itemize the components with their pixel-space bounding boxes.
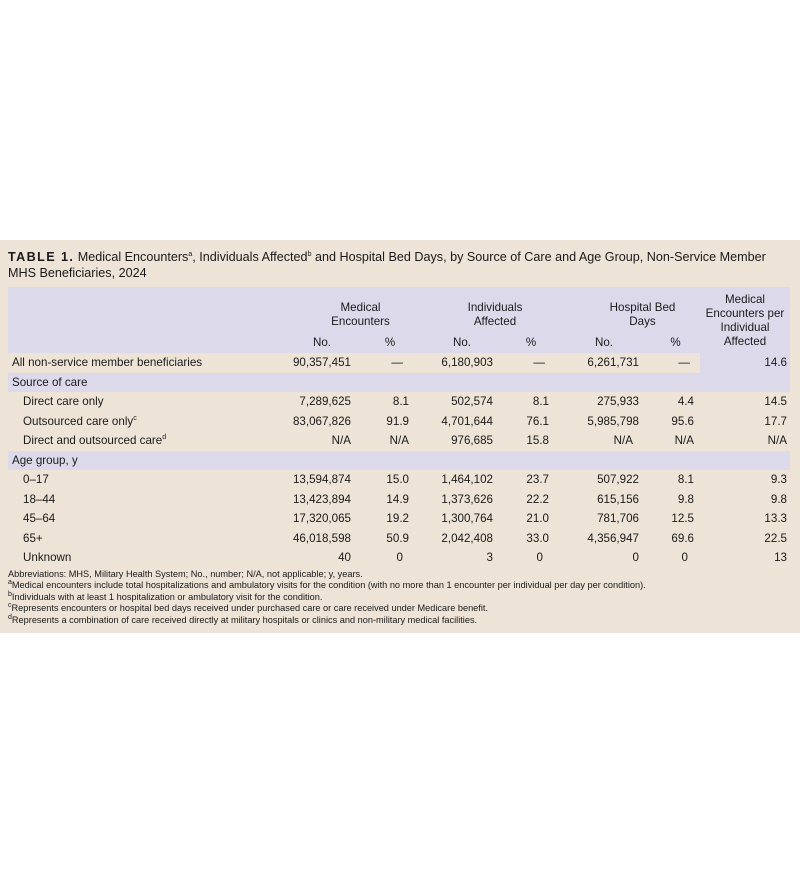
header-hospital-bed-days: Hospital Bed Days (555, 287, 700, 333)
header-individuals-affected: Individuals Affected (415, 287, 555, 333)
data-table (8, 287, 790, 568)
footnote-c: $^c$Represents encounters or hospital bed days received under purchased care or care received under Medicare benefit. (8, 602, 488, 614)
header-medical-encounters: Medical Encounters (276, 287, 415, 333)
section-row-source: Source of care (8, 373, 790, 393)
header-hb-pct: % (639, 333, 700, 353)
table-row: Outsourced care only$^c$ 83,067,826 91.9 4,701,644 76.1 5,985,798 95.6 17.7 (23, 414, 787, 428)
table-title: TABLE 1. Medical Encounters$^a$, Individuals Affected$^b$ and Hospital Bed Days, by Source of Care and Age Group, Non-Service Member MHS Beneficiaries, 2024 (8, 250, 766, 280)
table-row: 18–44 13,423,894 14.9 1,373,626 22.2 615,156 9.8 9.8 (23, 492, 787, 506)
table-row: Direct and outsourced care$^d$ N/A N/A 976,685 15.8 N/A N/A N/A (23, 434, 787, 448)
table-row: 0–17 13,594,874 15.0 1,464,102 23.7 507,922 8.1 9.3 (23, 473, 787, 487)
header-hb-no: No. (555, 333, 639, 353)
header-encounters-per-individual: Medical Encounters per Individual Affected (700, 287, 790, 353)
header-me-no: No. (276, 333, 351, 353)
footnote-b: $^b$Individuals with at least 1 hospitalization or ambulatory visit for the condition. (8, 590, 323, 602)
table-label: TABLE 1. (8, 250, 75, 264)
header-ia-pct: % (493, 333, 555, 353)
header-row-2 (8, 333, 790, 353)
footnote-d: $^d$Represents a combination of care received directly at military hospitals or clinics and non-military medical facilities. (8, 613, 478, 625)
footnote-a: $^a$Medical encounters include total hospitalizations and ambulatory visits for the condition (with no more than 1 encounter per individual per day per condition). (8, 579, 646, 591)
footnote-abbreviations: Abbreviations: MHS, Military Health System; No., number; N/A, not applicable; y, years. (8, 569, 363, 579)
header-row-1 (8, 287, 790, 333)
footnotes (8, 569, 794, 626)
table-row: Unknown 40 0 3 0 0 0 13 (23, 551, 787, 565)
table-row: All non-service member beneficiaries 90,357,451 — 6,180,903 — 6,261,731 — 14.6 (8, 353, 790, 373)
table-row: 45–64 17,320,065 19.2 1,300,764 21.0 781,706 12.5 13.3 (23, 512, 787, 526)
header-me-pct: % (351, 333, 415, 353)
table-row: 65+ 46,018,598 50.9 2,042,408 33.0 4,356,947 69.6 22.5 (23, 531, 787, 545)
table-row: Direct care only 7,289,625 8.1 502,574 8.1 275,933 4.4 14.5 (23, 395, 787, 409)
section-row-age: Age group, y (8, 451, 790, 471)
header-ia-no: No. (415, 333, 493, 353)
